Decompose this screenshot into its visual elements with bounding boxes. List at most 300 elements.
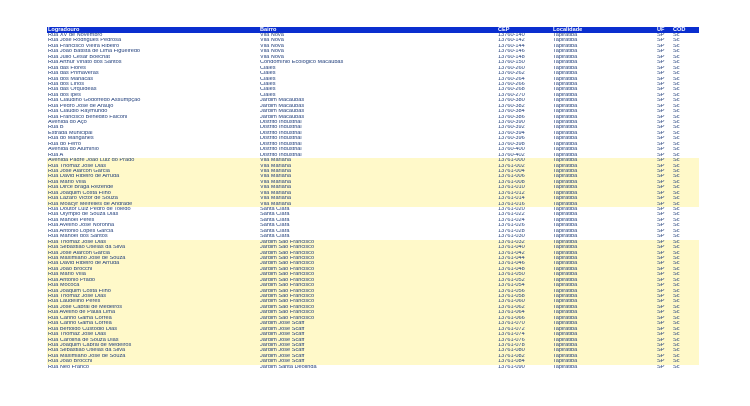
cell-logradouro[interactable]: Rua do Manganês bbox=[48, 136, 94, 142]
cell-localidade[interactable]: Tapiratiba bbox=[553, 33, 578, 38]
cell-cep[interactable]: 13761-020 bbox=[498, 207, 525, 212]
cell-bairro[interactable]: Santa Clara bbox=[260, 234, 290, 240]
cell-cod[interactable]: Sc bbox=[673, 239, 680, 245]
cell-bairro[interactable]: Jardim São Francisco bbox=[260, 245, 315, 251]
cell-bairro[interactable]: Jardim José Scaff bbox=[260, 326, 305, 332]
cell-uf[interactable]: SP bbox=[657, 54, 665, 60]
cell-localidade[interactable]: Tapiratiba bbox=[553, 359, 578, 365]
cell-logradouro[interactable]: Rua Joaquim Cabral de Medeiros bbox=[48, 342, 132, 348]
cell-logradouro[interactable]: Rua Joaquim Costa Filho bbox=[48, 288, 111, 294]
cell-uf[interactable]: SP bbox=[657, 364, 665, 370]
cell-bairro[interactable]: Jardim São Francisco bbox=[260, 304, 315, 310]
cell-uf[interactable]: SP bbox=[657, 60, 665, 66]
cell-bairro[interactable]: Jardim José Scaff bbox=[260, 332, 305, 338]
cell-localidade[interactable]: Tapiratiba bbox=[553, 141, 578, 147]
cell-bairro[interactable]: Jardim São Francisco bbox=[260, 266, 315, 272]
cell-uf[interactable]: SP bbox=[657, 185, 665, 191]
cell-logradouro[interactable]: Rua David Ribeiro de Arruda bbox=[48, 261, 120, 267]
cell-cep[interactable]: 13761-008 bbox=[498, 179, 525, 185]
cell-cod[interactable]: Sc bbox=[673, 288, 680, 294]
cell-logradouro[interactable]: Rua das Primaveras bbox=[48, 71, 99, 77]
cell-cep[interactable]: 13760-380 bbox=[498, 98, 525, 104]
cell-uf[interactable]: SP bbox=[657, 125, 665, 131]
cell-bairro[interactable]: Santa Clara bbox=[260, 207, 290, 212]
cell-cod[interactable]: Sc bbox=[673, 71, 680, 77]
cell-cod[interactable]: Sc bbox=[673, 332, 680, 338]
cell-logradouro[interactable]: Rua Olympio de Souza Dias bbox=[48, 212, 119, 218]
cell-cep[interactable]: 13761-080 bbox=[498, 348, 525, 354]
cell-cep[interactable]: 13760-148 bbox=[498, 54, 525, 60]
cell-cep[interactable]: 13760-402 bbox=[498, 152, 525, 158]
cell-cod[interactable]: Sc bbox=[673, 114, 680, 120]
cell-cod[interactable]: Sc bbox=[673, 125, 680, 131]
cell-localidade[interactable]: Tapiratiba bbox=[553, 321, 578, 327]
cell-localidade[interactable]: Tapiratiba bbox=[553, 299, 578, 305]
cell-cep[interactable]: 13761-070 bbox=[498, 321, 525, 327]
cell-bairro[interactable]: Vila Mariana bbox=[260, 158, 291, 164]
cell-cep[interactable]: 13761-054 bbox=[498, 283, 525, 289]
cell-bairro[interactable]: Santa Clara bbox=[260, 212, 290, 218]
cell-uf[interactable]: SP bbox=[657, 342, 665, 348]
cell-uf[interactable]: SP bbox=[657, 136, 665, 142]
cell-cep[interactable]: 13761-056 bbox=[498, 288, 525, 294]
cell-bairro[interactable]: Jardim São Francisco bbox=[260, 255, 315, 261]
cell-cod[interactable]: Sc bbox=[673, 337, 680, 343]
cell-localidade[interactable]: Tapiratiba bbox=[553, 81, 578, 87]
cell-logradouro[interactable]: Avenida do Aço bbox=[48, 120, 87, 125]
cell-cod[interactable]: Sc bbox=[673, 321, 680, 327]
cell-cep[interactable]: 13761-014 bbox=[498, 196, 525, 202]
cell-uf[interactable]: SP bbox=[657, 158, 665, 164]
cell-bairro[interactable]: Santa Clara bbox=[260, 217, 290, 223]
cell-cep[interactable]: 13760-266 bbox=[498, 81, 525, 87]
cell-logradouro[interactable]: Rua Doutor Luiz Pedro de Toledo bbox=[48, 207, 131, 212]
cell-logradouro[interactable]: Rua Maximiano José de Souza bbox=[48, 353, 126, 359]
cell-cep[interactable]: 13761-044 bbox=[498, 255, 525, 261]
cell-logradouro[interactable]: Rua Thomaz José Dias bbox=[48, 332, 107, 338]
cell-bairro[interactable]: Jardim Macaúbas bbox=[260, 109, 305, 115]
cell-localidade[interactable]: Tapiratiba bbox=[553, 223, 578, 229]
cell-bairro[interactable]: Distrito Industrial bbox=[260, 141, 302, 147]
cell-logradouro[interactable]: Rua João Brocchi bbox=[48, 359, 93, 365]
cell-bairro[interactable]: Ciales bbox=[260, 65, 276, 71]
cell-cep[interactable]: 13761-000 bbox=[498, 158, 525, 164]
cell-localidade[interactable]: Tapiratiba bbox=[553, 207, 578, 212]
cell-bairro[interactable]: Ciales bbox=[260, 76, 276, 82]
cell-uf[interactable]: SP bbox=[657, 71, 665, 77]
cell-logradouro[interactable]: Rua Avelino José Noronha bbox=[48, 223, 115, 229]
cell-uf[interactable]: SP bbox=[657, 299, 665, 305]
cell-bairro[interactable]: Vila Mariana bbox=[260, 196, 291, 202]
cell-bairro[interactable]: Jardim São Francisco bbox=[260, 261, 315, 267]
cell-cod[interactable]: Sc bbox=[673, 92, 680, 98]
cell-bairro[interactable]: Jardim São Francisco bbox=[260, 299, 315, 305]
cell-logradouro[interactable]: Rua Sebastião Oseias da Silva bbox=[48, 348, 126, 354]
cell-uf[interactable]: SP bbox=[657, 33, 665, 38]
cell-cod[interactable]: Sc bbox=[673, 212, 680, 218]
cell-cep[interactable]: 13761-078 bbox=[498, 342, 525, 348]
cell-localidade[interactable]: Tapiratiba bbox=[553, 234, 578, 240]
cell-logradouro[interactable]: Rua José Alarcon Garcia bbox=[48, 168, 110, 174]
cell-uf[interactable]: SP bbox=[657, 223, 665, 229]
cell-cep[interactable]: 13760-390 bbox=[498, 120, 525, 125]
cell-logradouro[interactable]: Estrada Municipal bbox=[48, 130, 93, 136]
cell-uf[interactable]: SP bbox=[657, 261, 665, 267]
cell-cep[interactable]: 13761-062 bbox=[498, 304, 525, 310]
cell-uf[interactable]: SP bbox=[657, 283, 665, 289]
cell-localidade[interactable]: Tapiratiba bbox=[553, 38, 578, 44]
cell-cod[interactable]: Sc bbox=[673, 54, 680, 60]
cell-uf[interactable]: SP bbox=[657, 163, 665, 169]
cell-bairro[interactable]: Ciales bbox=[260, 92, 276, 98]
cell-bairro[interactable]: Distrito Industrial bbox=[260, 147, 302, 153]
cell-logradouro[interactable]: Rua João Batista de Lima Figueiredo bbox=[48, 49, 141, 55]
cell-logradouro[interactable]: Rua dos Manacás bbox=[48, 76, 94, 82]
cell-cod[interactable]: Sc bbox=[673, 185, 680, 191]
cell-cod[interactable]: Sc bbox=[673, 353, 680, 359]
cell-bairro[interactable]: Distrito Industrial bbox=[260, 152, 302, 158]
cell-cep[interactable]: 13761-046 bbox=[498, 261, 525, 267]
cell-localidade[interactable]: Tapiratiba bbox=[553, 212, 578, 218]
cell-bairro[interactable]: Distrito Industrial bbox=[260, 130, 302, 136]
cell-localidade[interactable]: Tapiratiba bbox=[553, 315, 578, 321]
cell-localidade[interactable]: Tapiratiba bbox=[553, 65, 578, 71]
cell-bairro[interactable]: Ciales bbox=[260, 81, 276, 87]
cell-localidade[interactable]: Tapiratiba bbox=[553, 185, 578, 191]
cell-uf[interactable]: SP bbox=[657, 147, 665, 153]
cell-cep[interactable]: 13760-144 bbox=[498, 43, 525, 49]
cell-cep[interactable]: 13761-076 bbox=[498, 337, 525, 343]
cell-logradouro[interactable]: Rua José Rodrigues Pedrosa bbox=[48, 38, 122, 44]
cell-uf[interactable]: SP bbox=[657, 228, 665, 234]
cell-cod[interactable]: Sc bbox=[673, 294, 680, 299]
cell-cep[interactable]: 13760-268 bbox=[498, 87, 525, 93]
cell-cod[interactable]: Sc bbox=[673, 43, 680, 49]
cell-cep[interactable]: 13761-002 bbox=[498, 163, 525, 169]
cell-localidade[interactable]: Tapiratiba bbox=[553, 190, 578, 196]
cell-bairro[interactable]: Jardim São Francisco bbox=[260, 283, 315, 289]
cell-cod[interactable]: Sc bbox=[673, 87, 680, 93]
cell-localidade[interactable]: Tapiratiba bbox=[553, 196, 578, 202]
cell-cep[interactable]: 13761-084 bbox=[498, 359, 525, 365]
cell-logradouro[interactable]: Rua Mário Villa bbox=[48, 179, 86, 185]
cell-localidade[interactable]: Tapiratiba bbox=[553, 342, 578, 348]
cell-logradouro[interactable]: Rua Thomaz José Dias bbox=[48, 294, 107, 299]
cell-uf[interactable]: SP bbox=[657, 38, 665, 44]
cell-localidade[interactable]: Tapiratiba bbox=[553, 239, 578, 245]
cell-bairro[interactable]: Santa Clara bbox=[260, 228, 290, 234]
cell-logradouro[interactable]: Rua Francisco Benedito Falconi bbox=[48, 114, 128, 120]
header-cep[interactable]: CEP bbox=[498, 27, 510, 33]
cell-localidade[interactable]: Tapiratiba bbox=[553, 255, 578, 261]
cell-bairro[interactable]: Jardim São Francisco bbox=[260, 239, 315, 245]
cell-cod[interactable]: Sc bbox=[673, 81, 680, 87]
cell-bairro[interactable]: Jardim José Scaff bbox=[260, 321, 305, 327]
cell-cep[interactable]: 13761-004 bbox=[498, 168, 525, 174]
cell-bairro[interactable]: Condomínio Ecológico Macaúbas bbox=[260, 60, 344, 66]
cell-uf[interactable]: SP bbox=[657, 114, 665, 120]
header-logradouro[interactable]: Logradouro bbox=[48, 27, 80, 33]
cell-uf[interactable]: SP bbox=[657, 348, 665, 354]
cell-cod[interactable]: Sc bbox=[673, 348, 680, 354]
cell-cod[interactable]: Sc bbox=[673, 158, 680, 164]
cell-uf[interactable]: SP bbox=[657, 239, 665, 245]
cell-localidade[interactable]: Tapiratiba bbox=[553, 283, 578, 289]
cell-cod[interactable]: Sc bbox=[673, 250, 680, 256]
cell-logradouro[interactable]: Rua Bertoldo Custódio Dias bbox=[48, 326, 118, 332]
cell-cod[interactable]: Sc bbox=[673, 266, 680, 272]
cell-logradouro[interactable]: Rua B bbox=[48, 125, 64, 131]
cell-cod[interactable]: Sc bbox=[673, 49, 680, 55]
cell-uf[interactable]: SP bbox=[657, 87, 665, 93]
cell-uf[interactable]: SP bbox=[657, 212, 665, 218]
cell-cod[interactable]: Sc bbox=[673, 234, 680, 240]
cell-logradouro[interactable]: Rua dos Ipês bbox=[48, 92, 81, 98]
cell-localidade[interactable]: Tapiratiba bbox=[553, 114, 578, 120]
cell-logradouro[interactable]: Rua Laudelino Peres bbox=[48, 299, 101, 305]
cell-bairro[interactable]: Jardim José Scaff bbox=[260, 348, 305, 354]
cell-uf[interactable]: SP bbox=[657, 250, 665, 256]
cell-logradouro[interactable]: Rua XV de Novembro bbox=[48, 33, 103, 38]
cell-cod[interactable]: Sc bbox=[673, 261, 680, 267]
cell-cod[interactable]: Sc bbox=[673, 283, 680, 289]
cell-logradouro[interactable]: Rua Antonio Prado bbox=[48, 277, 95, 283]
cell-localidade[interactable]: Tapiratiba bbox=[553, 250, 578, 256]
cell-uf[interactable]: SP bbox=[657, 277, 665, 283]
cell-cep[interactable]: 13761-082 bbox=[498, 353, 525, 359]
cell-cod[interactable]: Sc bbox=[673, 98, 680, 104]
cell-uf[interactable]: SP bbox=[657, 98, 665, 104]
cell-logradouro[interactable]: Rua Sebastião Oseias da Silva bbox=[48, 245, 126, 251]
cell-bairro[interactable]: Jardim São Francisco bbox=[260, 272, 315, 278]
cell-cod[interactable]: Sc bbox=[673, 76, 680, 82]
cell-cod[interactable]: Sc bbox=[673, 201, 680, 207]
cell-bairro[interactable]: Ciales bbox=[260, 71, 276, 77]
cell-localidade[interactable]: Tapiratiba bbox=[553, 266, 578, 272]
cell-cep[interactable]: 13761-024 bbox=[498, 217, 525, 223]
cell-cep[interactable]: 13761-066 bbox=[498, 315, 525, 321]
cell-cep[interactable]: 13760-394 bbox=[498, 130, 525, 136]
cell-cod[interactable]: Sc bbox=[673, 217, 680, 223]
cell-uf[interactable]: SP bbox=[657, 196, 665, 202]
cell-cep[interactable]: 13760-150 bbox=[498, 60, 525, 66]
cell-cod[interactable]: Sc bbox=[673, 245, 680, 251]
cell-logradouro[interactable]: Rua do Ferro bbox=[48, 141, 81, 147]
cell-bairro[interactable]: Distrito Industrial bbox=[260, 125, 302, 131]
header-bairro[interactable]: Bairro bbox=[260, 27, 277, 33]
cell-logradouro[interactable]: Rua Francisco Vieira Ribeiro bbox=[48, 43, 120, 49]
cell-logradouro[interactable]: Rua José Alarcon Garcia bbox=[48, 250, 110, 256]
cell-localidade[interactable]: Tapiratiba bbox=[553, 217, 578, 223]
cell-logradouro[interactable]: Rua Manoel dos Santos bbox=[48, 234, 108, 240]
cell-cod[interactable]: Sc bbox=[673, 359, 680, 365]
cell-uf[interactable]: SP bbox=[657, 179, 665, 185]
cell-logradouro[interactable]: Rua Pedro José de Araújo bbox=[48, 103, 114, 109]
cell-bairro[interactable]: Jardim São Francisco bbox=[260, 294, 315, 299]
cell-cod[interactable]: Sc bbox=[673, 130, 680, 136]
cell-cep[interactable]: 13761-016 bbox=[498, 201, 525, 207]
cell-cep[interactable]: 13760-382 bbox=[498, 103, 525, 109]
cell-bairro[interactable]: Jardim São Francisco bbox=[260, 310, 315, 316]
cell-logradouro[interactable]: Rua Avelino de Paula Lima bbox=[48, 310, 116, 316]
cell-cep[interactable]: 13761-058 bbox=[498, 294, 525, 299]
cell-uf[interactable]: SP bbox=[657, 294, 665, 299]
cell-bairro[interactable]: Jardim Santa Deolinda bbox=[260, 364, 317, 370]
cell-cep[interactable]: 13761-006 bbox=[498, 174, 525, 180]
cell-localidade[interactable]: Tapiratiba bbox=[553, 103, 578, 109]
cell-cod[interactable]: Sc bbox=[673, 342, 680, 348]
cell-uf[interactable]: SP bbox=[657, 255, 665, 261]
cell-bairro[interactable]: Jardim São Francisco bbox=[260, 288, 315, 294]
cell-localidade[interactable]: Tapiratiba bbox=[553, 152, 578, 158]
cell-localidade[interactable]: Tapiratiba bbox=[553, 294, 578, 299]
cell-cod[interactable]: Sc bbox=[673, 141, 680, 147]
cell-localidade[interactable]: Tapiratiba bbox=[553, 60, 578, 66]
cell-cod[interactable]: Sc bbox=[673, 174, 680, 180]
cell-cep[interactable]: 13760-260 bbox=[498, 65, 525, 71]
cell-logradouro[interactable]: Rua Júlio César Boechat bbox=[48, 54, 110, 60]
cell-localidade[interactable]: Tapiratiba bbox=[553, 163, 578, 169]
table-row[interactable] bbox=[47, 365, 699, 370]
cell-logradouro[interactable]: Rua Manoel Peres bbox=[48, 217, 95, 223]
cell-cep[interactable]: 13761-026 bbox=[498, 223, 525, 229]
cell-cep[interactable]: 13761-090 bbox=[498, 364, 525, 370]
cell-localidade[interactable]: Tapiratiba bbox=[553, 304, 578, 310]
cell-cod[interactable]: Sc bbox=[673, 33, 680, 38]
cell-localidade[interactable]: Tapiratiba bbox=[553, 76, 578, 82]
cell-bairro[interactable]: Jardim Macaúbas bbox=[260, 98, 305, 104]
cell-bairro[interactable]: Vila Nova bbox=[260, 43, 284, 49]
cell-logradouro[interactable]: Rua Antonio Lopes Garcia bbox=[48, 228, 114, 234]
cell-uf[interactable]: SP bbox=[657, 310, 665, 316]
cell-cod[interactable]: Sc bbox=[673, 163, 680, 169]
cell-cod[interactable]: Sc bbox=[673, 136, 680, 142]
cell-bairro[interactable]: Distrito Industrial bbox=[260, 136, 302, 142]
cell-cep[interactable]: 13760-398 bbox=[498, 141, 525, 147]
cell-logradouro[interactable]: Rua Thomaz José Dias bbox=[48, 239, 107, 245]
cell-uf[interactable]: SP bbox=[657, 288, 665, 294]
cell-localidade[interactable]: Tapiratiba bbox=[553, 245, 578, 251]
cell-uf[interactable]: SP bbox=[657, 266, 665, 272]
cell-cep[interactable]: 13761-010 bbox=[498, 185, 525, 191]
cell-localidade[interactable]: Tapiratiba bbox=[553, 54, 578, 60]
cell-localidade[interactable]: Tapiratiba bbox=[553, 43, 578, 49]
cell-uf[interactable]: SP bbox=[657, 353, 665, 359]
cell-logradouro[interactable]: Rua Moacyr Meirelles de Andrade bbox=[48, 201, 133, 207]
cell-localidade[interactable]: Tapiratiba bbox=[553, 49, 578, 55]
cell-uf[interactable]: SP bbox=[657, 272, 665, 278]
cell-uf[interactable]: SP bbox=[657, 332, 665, 338]
cell-bairro[interactable]: Vila Mariana bbox=[260, 190, 291, 196]
cell-cep[interactable]: 13760-384 bbox=[498, 109, 525, 115]
cell-uf[interactable]: SP bbox=[657, 141, 665, 147]
cell-logradouro[interactable]: Rua das Flores bbox=[48, 65, 86, 71]
cell-localidade[interactable]: Tapiratiba bbox=[553, 353, 578, 359]
cell-cod[interactable]: Sc bbox=[673, 152, 680, 158]
cell-cep[interactable]: 13761-030 bbox=[498, 234, 525, 240]
cell-cod[interactable]: Sc bbox=[673, 147, 680, 153]
cell-cod[interactable]: Sc bbox=[673, 304, 680, 310]
cell-localidade[interactable]: Tapiratiba bbox=[553, 168, 578, 174]
cell-bairro[interactable]: Vila Nova bbox=[260, 54, 284, 60]
cell-uf[interactable]: SP bbox=[657, 168, 665, 174]
cell-cod[interactable]: Sc bbox=[673, 38, 680, 44]
cell-cep[interactable]: 13760-142 bbox=[498, 38, 525, 44]
cell-bairro[interactable]: Vila Mariana bbox=[260, 163, 291, 169]
cell-uf[interactable]: SP bbox=[657, 174, 665, 180]
cell-uf[interactable]: SP bbox=[657, 315, 665, 321]
cell-localidade[interactable]: Tapiratiba bbox=[553, 120, 578, 125]
cell-logradouro[interactable]: Rua das Orquídeas bbox=[48, 87, 97, 93]
cell-uf[interactable]: SP bbox=[657, 81, 665, 87]
cell-uf[interactable]: SP bbox=[657, 245, 665, 251]
cell-cep[interactable]: 13761-072 bbox=[498, 326, 525, 332]
cell-bairro[interactable]: Jardim São Francisco bbox=[260, 277, 315, 283]
cell-cep[interactable]: 13760-140 bbox=[498, 33, 525, 38]
cell-logradouro[interactable]: Rua Claudino Godofredo Assumpção bbox=[48, 98, 141, 104]
cell-uf[interactable]: SP bbox=[657, 190, 665, 196]
header-localidade[interactable]: Localidade bbox=[553, 27, 583, 33]
cell-logradouro[interactable]: Rua Thomaz José Dias bbox=[48, 163, 107, 169]
cell-uf[interactable]: SP bbox=[657, 217, 665, 223]
header-cod[interactable]: COD bbox=[673, 27, 686, 33]
cell-localidade[interactable]: Tapiratiba bbox=[553, 228, 578, 234]
cell-cod[interactable]: Sc bbox=[673, 190, 680, 196]
cell-bairro[interactable]: Jardim José Scaff bbox=[260, 342, 305, 348]
cell-localidade[interactable]: Tapiratiba bbox=[553, 348, 578, 354]
cell-cod[interactable]: Sc bbox=[673, 120, 680, 125]
cell-uf[interactable]: SP bbox=[657, 359, 665, 365]
cell-cod[interactable]: Sc bbox=[673, 207, 680, 212]
cell-cod[interactable]: Sc bbox=[673, 299, 680, 305]
cell-uf[interactable]: SP bbox=[657, 152, 665, 158]
cell-cep[interactable]: 13760-146 bbox=[498, 49, 525, 55]
cell-cep[interactable]: 13761-012 bbox=[498, 190, 525, 196]
cell-logradouro[interactable]: Rua Cláudio Raymundo bbox=[48, 109, 108, 115]
cell-logradouro[interactable]: Rua Arthur Viriato dos Santos bbox=[48, 60, 122, 66]
cell-cep[interactable]: 13760-392 bbox=[498, 125, 525, 131]
cell-cep[interactable]: 13760-270 bbox=[498, 92, 525, 98]
cell-logradouro[interactable]: Rua Carino Gama Correa bbox=[48, 315, 112, 321]
cell-bairro[interactable]: Jardim José Scaff bbox=[260, 353, 305, 359]
cell-bairro[interactable]: Vila Mariana bbox=[260, 179, 291, 185]
cell-localidade[interactable]: Tapiratiba bbox=[553, 261, 578, 267]
cell-cep[interactable]: 13761-032 bbox=[498, 239, 525, 245]
cell-logradouro[interactable]: Rua Joaquim Costa Filho bbox=[48, 190, 111, 196]
cell-cep[interactable]: 13761-048 bbox=[498, 266, 525, 272]
cell-logradouro[interactable]: Rua José Cabral de Medeiros bbox=[48, 304, 122, 310]
cell-cod[interactable]: Sc bbox=[673, 364, 680, 370]
cell-uf[interactable]: SP bbox=[657, 321, 665, 327]
cell-cep[interactable]: 13760-386 bbox=[498, 114, 525, 120]
cell-localidade[interactable]: Tapiratiba bbox=[553, 337, 578, 343]
cell-logradouro[interactable]: Rua João Brocchi bbox=[48, 266, 93, 272]
cell-uf[interactable]: SP bbox=[657, 201, 665, 207]
cell-bairro[interactable]: Jardim São Francisco bbox=[260, 315, 315, 321]
cell-localidade[interactable]: Tapiratiba bbox=[553, 272, 578, 278]
cell-bairro[interactable]: Vila Mariana bbox=[260, 201, 291, 207]
cell-cod[interactable]: Sc bbox=[673, 65, 680, 71]
cell-bairro[interactable]: Jardim Macaúbas bbox=[260, 103, 305, 109]
cell-logradouro[interactable]: Rua Neo Franco bbox=[48, 364, 90, 370]
cell-localidade[interactable]: Tapiratiba bbox=[553, 147, 578, 153]
cell-localidade[interactable]: Tapiratiba bbox=[553, 277, 578, 283]
cell-localidade[interactable]: Tapiratiba bbox=[553, 310, 578, 316]
cell-bairro[interactable]: Vila Mariana bbox=[260, 168, 291, 174]
cell-bairro[interactable]: Jardim José Scaff bbox=[260, 359, 305, 365]
cell-localidade[interactable]: Tapiratiba bbox=[553, 98, 578, 104]
cell-localidade[interactable]: Tapiratiba bbox=[553, 130, 578, 136]
